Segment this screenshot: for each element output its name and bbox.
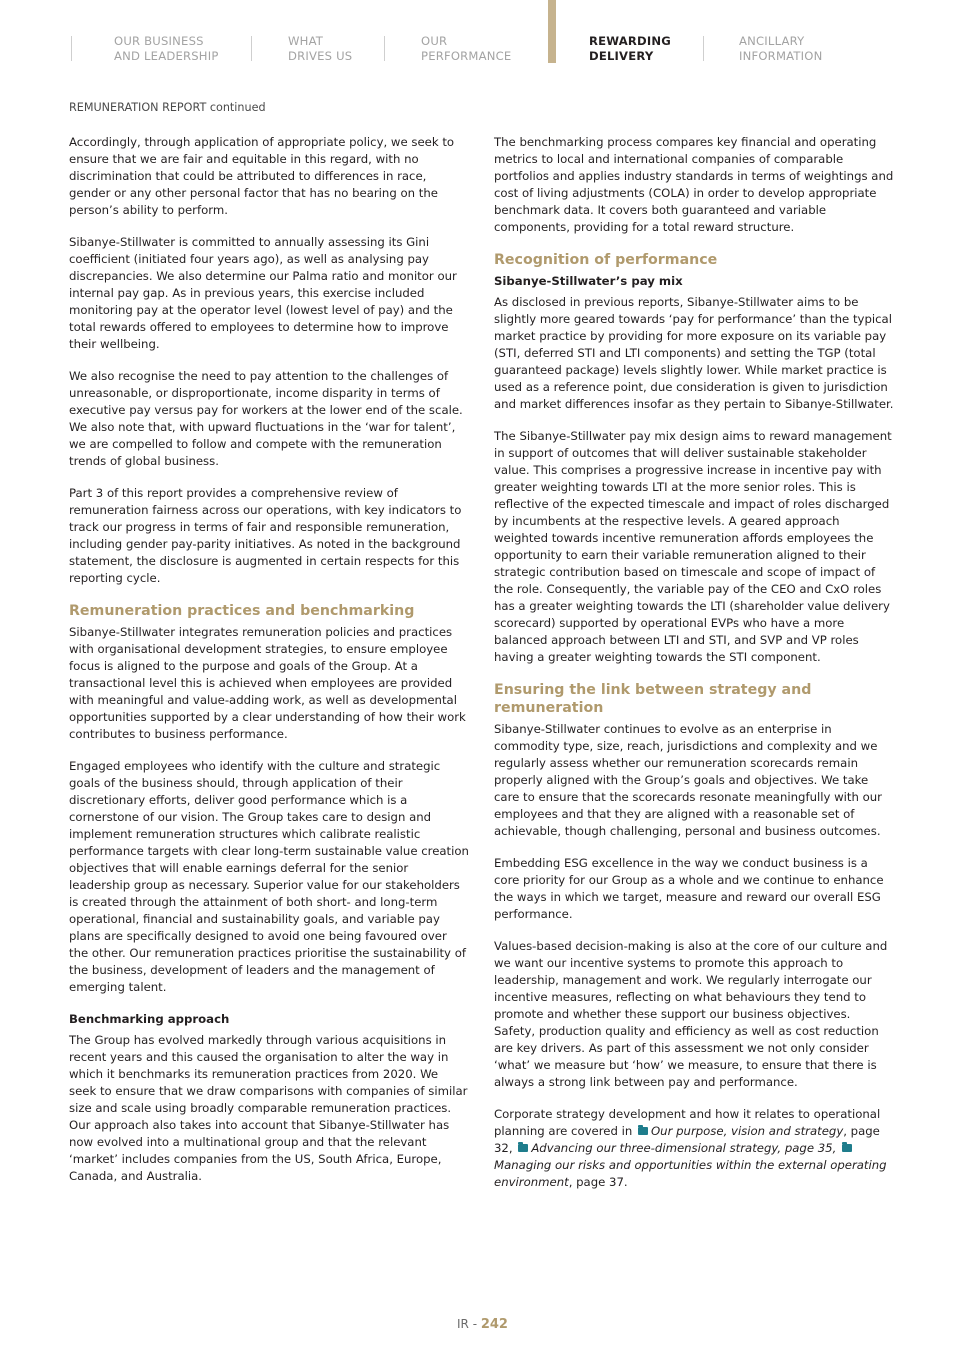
paragraph: Embedding ESG excellence in the way we conduct business is a core priority for our Group as a whole and we continue to enhance the ways in which we target, measure and reward our overall ESG performance. [494, 856, 884, 921]
reference-page: , page 37. [568, 1175, 628, 1189]
section-heading: Remuneration practices and benchmarking [69, 603, 415, 619]
paragraph: The Sibanye-Stillwater pay mix design aims to reward management in support of outcomes that will deliver sustainable stakeholder value. This comprises a progressive increase in incentive pay with greater weighting towards LTI at the more senior roles. This is reflective of the expected timescale and impact of roles discharged by incumbents at the respective levels. A geared approach weighted towards incentive remuneration affords employees the opportunity to earn their variable remuneration aligned to their strategic contribution based on timescale and scope of impact of the role. Consequently, the variable pay of the CEO and CxO roles has a greater weighting towards the LTI (shareholder value delivery scorecard) supported by operational EVPs who have a more balanced approach between LTI and STI, and SVP and VP roles having a greater weighting towards the STI component. [494, 429, 892, 664]
right-column [494, 134, 894, 1206]
paragraph: The benchmarking process compares key financial and operating metrics to local and international companies of comparable portfolios and applies industry standards in terms of weightings and cost of living adjustments (COLA) in order to develop appropriate benchmark data. It covers both guaranteed and variable components, providing for a total reward structure. [494, 135, 894, 234]
section-nav [0, 0, 965, 80]
nav-active-indicator [548, 0, 556, 63]
nav-item-our-business[interactable] [114, 34, 219, 64]
nav-item-label: ANCILLARY [739, 34, 805, 48]
nav-item-label: OUR [421, 34, 448, 48]
nav-item-our-performance[interactable] [421, 34, 511, 64]
nav-item-label: AND LEADERSHIP [114, 49, 219, 63]
nav-item-label: OUR BUSINESS [114, 34, 204, 48]
folder-icon [518, 1144, 528, 1152]
nav-item-label: REWARDING [589, 34, 671, 48]
subsection-heading: Sibanye-Stillwater’s pay mix [494, 274, 683, 288]
paragraph: Part 3 of this report provides a comprehensive review of remuneration fairness across our operations, with key indicators to track our progress in terms of fair and responsible remuneration, including gender pay-parity initiatives. As noted in the background statement, the disclosure is augmented in certain respects for this reporting cycle. [69, 486, 462, 585]
paragraph: Accordingly, through application of appropriate policy, we seek to ensure that we are fair and equitable in this regard, with no discrimination that could be attributed to differences in race, gender or any other personal factor that has no bearing on the person’s ability to perform. [69, 135, 455, 217]
nav-item-label: DELIVERY [589, 49, 654, 63]
page-footer [0, 1317, 965, 1332]
nav-item-label: DRIVES US [288, 49, 353, 63]
nav-item-label: INFORMATION [739, 49, 823, 63]
footer-prefix: IR - [457, 1317, 481, 1331]
left-column [69, 134, 469, 1200]
section-heading: Recognition of performance [494, 252, 718, 268]
subsection-heading: Benchmarking approach [69, 1012, 230, 1026]
paragraph: Sibanye-Stillwater integrates remuneration policies and practices with organisational development strategies, to ensure employee focus is aligned to the purpose and goals of the Group. At a transactional level this is achieved when employees are provided with meaningful and value-adding work, as well as developmental opportunities supported by a clear understanding of how their work contributes to business performance. [69, 625, 466, 741]
paragraph: Sibanye-Stillwater is committed to annually assessing its Gini coefficient (initiated four years ago), as well as analysing pay discrepancies. We also determine our Palma ratio and monitor our internal pay gap. As in previous years, this exercise included monitoring pay at the operator level (lowest level of pay) and the total rewards offered to employees to determine how to improve their wellbeing. [69, 235, 457, 351]
nav-item-rewarding-delivery[interactable] [589, 34, 671, 64]
nav-item-what-drives-us[interactable] [288, 34, 352, 64]
paragraph: Sibanye-Stillwater continues to evolve as an enterprise in commodity type, size, reach, jurisdictions and complexity and we regularly assess whether our remuneration scorecards remain properly aligned with the Group’s goals and objectives. We take care to ensure that the scorecards resonate meaningfully with our employees and that they are aligned with a reasonable set of achievable, though challenging, personal and business outcomes. [494, 722, 882, 838]
nav-item-label: PERFORMANCE [421, 49, 512, 63]
nav-item-label: WHAT [288, 34, 324, 48]
folder-icon [638, 1127, 648, 1135]
paragraph: We also recognise the need to pay attention to the challenges of unreasonable, or disproportionate, income disparity in terms of executive pay versus pay for workers at the lower end of the scale. We also note that, with upward fluctuations in the ‘war for talent’, we are compelled to follow and compete with the remuneration trends of global business. [69, 369, 463, 468]
reference-page: , page 32, [494, 1124, 880, 1155]
page-number: 242 [480, 1317, 508, 1332]
paragraph-text: Corporate strategy development and how it relates to operational planning are covered in [494, 1107, 881, 1138]
paragraph: Engaged employees who identify with the culture and strategic goals of the business should, through application of their discretionary efforts, deliver good performance which is a cornerstone of our vision. The Group takes care to design and implement remuneration structures which calibrate realistic performance targets with clear long-term sustainable value creation objectives that will enable earnings deferral for the senior leadership group as necessary. Superior value for our stakeholders is created through the attainment of both short- and long-term operational, financial and sustainability goals, and variable pay plans are specifically designed to avoid one being favoured over the other. Our remuneration practices prioritise the sustainability of the business, development of leaders and the management of emerging talent. [69, 759, 469, 994]
running-head: REMUNERATION REPORT continued [69, 101, 266, 114]
nav-divider [384, 36, 385, 61]
cross-reference-link[interactable]: Our purpose, vision and strategy [650, 1124, 844, 1138]
cross-reference-link[interactable]: Advancing our three-dimensional strategy, page 35, [531, 1141, 837, 1155]
paragraph: Our approach also takes into account that Sibanye-Stillwater has now evolved into a multinational group and that the relevant ‘market’ includes companies from the US, South Africa, Europe, Canada, and Australia. [69, 1118, 450, 1183]
paragraph-with-references [494, 1106, 894, 1191]
paragraph: As disclosed in previous reports, Sibanye-Stillwater aims to be slightly more geared towards ‘pay for performance’ than the typical market practice by providing for more exposure on its variable pay (STI, deferred STI and LTI components) and setting the TGP (total guaranteed package) levels slightly lower. While market practice is used as a reference point, due consideration is given to jurisdiction and market differences insofar as they pertain to Sibanye-Stillwater. [494, 295, 894, 411]
nav-divider [71, 36, 72, 61]
nav-item-ancillary-information[interactable] [739, 34, 822, 64]
nav-divider [251, 36, 252, 61]
folder-icon [842, 1144, 852, 1152]
nav-divider [703, 36, 704, 61]
paragraph: The Group has evolved markedly through various acquisitions in recent years and this caused the organisation to alter the way in which it benchmarks its remuneration practices from 2020. We seek to ensure that we draw comparisons with companies of similar size and scale using broadly comparable remuneration practices. [69, 1033, 468, 1115]
section-heading: Ensuring the link between strategy and remuneration [494, 682, 812, 716]
paragraph: Values-based decision-making is also at the core of our culture and we want our incentive systems to promote this approach to leadership, management and work. We regularly interrogate our incentive measures, reflecting on what behaviours they tend to promote and whether these support our business objectives. Safety, production quality and efficiency as well as cost reduction are key drivers. As part of this assessment we not only consider ‘what’ we measure but ‘how’ we measure, to ensure that there is always a strong link between pay and performance. [494, 939, 888, 1089]
cross-reference-link[interactable]: Managing our risks and opportunities within the external operating environment [494, 1158, 887, 1189]
